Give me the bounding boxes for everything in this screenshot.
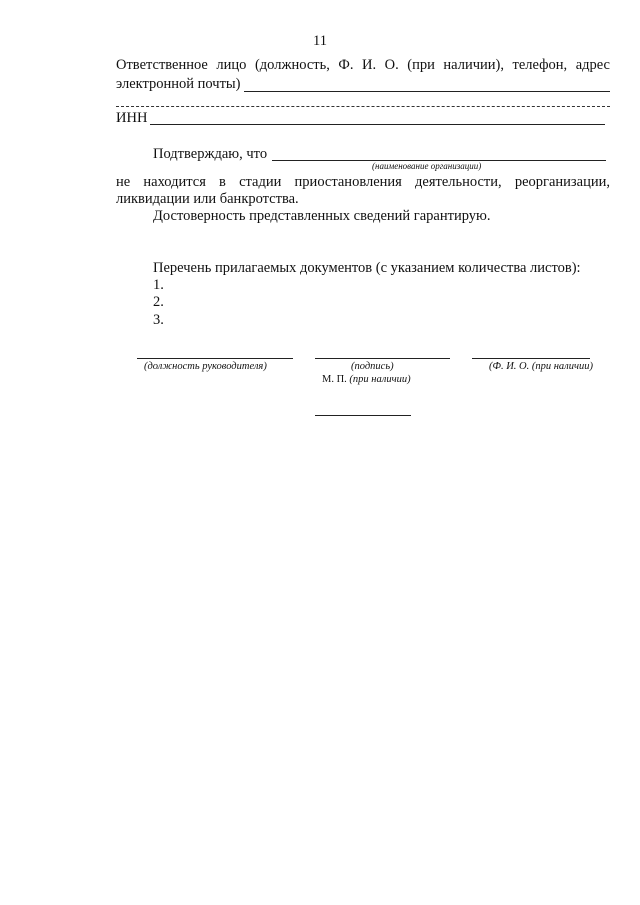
confirm-lead: Подтверждаю, что [153, 146, 268, 162]
organization-name-caption: (наименование организации) [372, 161, 482, 171]
attachment-item: 3. [153, 312, 164, 328]
inn-field[interactable] [150, 124, 605, 125]
position-caption: (должность руководителя) [144, 361, 267, 372]
inn-label: ИНН [116, 110, 148, 126]
guarantee-statement: Достоверность представленных сведений гарантирую. [153, 208, 491, 224]
name-caption: (Ф. И. О. (при наличии) [489, 361, 594, 372]
name-signature-line[interactable] [472, 358, 590, 359]
signature-line[interactable] [315, 358, 450, 359]
page-number: 11 [313, 33, 327, 49]
position-signature-line[interactable] [137, 358, 293, 359]
stamp-prefix: М. П. [322, 374, 347, 385]
confirm-line2: ликвидации или банкротства. [116, 191, 299, 207]
attachment-item: 2. [153, 294, 164, 310]
attachments-heading: Перечень прилагаемых документов (с указанием количества листов): [153, 260, 581, 276]
responsible-person-label-line1: Ответственное лицо (должность, Ф. И. О. (при наличии), телефон, адрес [116, 57, 610, 73]
stamp-note [322, 374, 411, 386]
responsible-person-field-continuation[interactable] [116, 106, 610, 107]
responsible-person-field[interactable] [244, 91, 610, 92]
confirm-line1: не находится в стадии приостановления деятельности, реорганизации, [116, 174, 610, 190]
signature-caption: (подпись) [351, 361, 394, 372]
responsible-person-label-line2: электронной почты) [116, 76, 241, 92]
closing-separator [315, 415, 411, 416]
stamp-note-text: (при наличии) [349, 374, 411, 385]
attachment-item: 1. [153, 277, 164, 293]
